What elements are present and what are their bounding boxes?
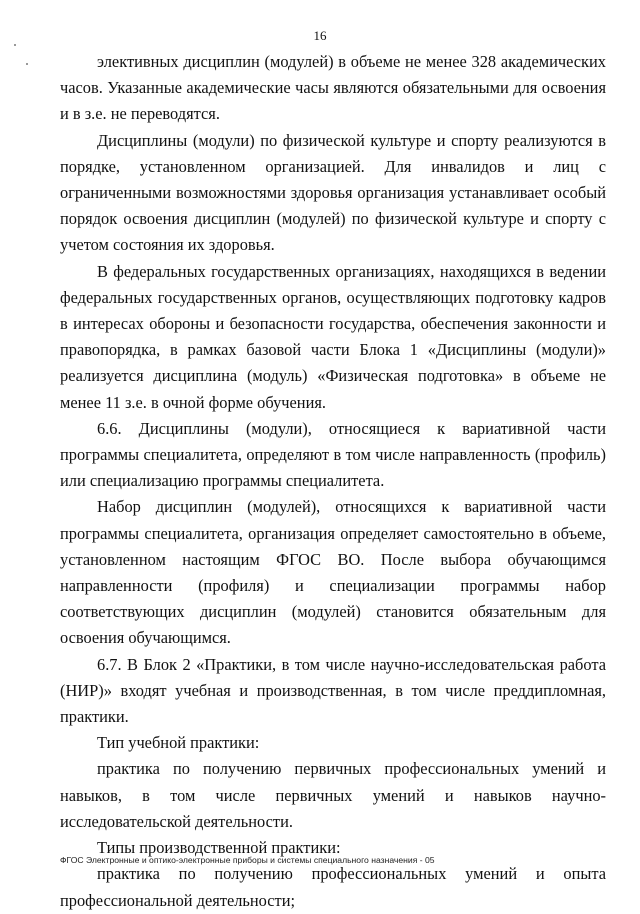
paragraph: Дисциплины (модули) по физической культуре и спорту реализуются в порядке, установленном организацией. Для инвалидов и лиц с ограниченными возможностями здоровья организация устанавливает особый порядок освоения дисциплин (модулей) по физической культуре и спорту с учетом состояния их здоровья.: [60, 130, 606, 255]
paragraph: В федеральных государственных организациях, находящихся в ведении федеральных государственных органов, осуществляющих подготовку кадров в интересах обороны и безопасности государства, обеспечения законности и правопорядка, в рамках базовой части Блока 1 «Дисциплины (модули)» реализуется дисциплина (модуль) «Физическая подготовка» в объеме не менее 11 з.е. в очной форме обучения.: [60, 261, 606, 412]
paragraph: элективных дисциплин (модулей) в объеме не менее 328 академических часов. Указанные академические часы являются обязательными для освоения и в з.е. не переводятся.: [60, 52, 606, 124]
document-body: [60, 49, 606, 914]
paragraph: Типы производственной практики:: [97, 838, 341, 858]
scan-mark: [26, 63, 28, 65]
scan-mark: [14, 44, 16, 46]
paragraph: Тип учебной практики:: [97, 733, 260, 753]
paragraph: практика по получению первичных профессиональных умений и навыков, в том числе первичных умений и навыков научно-исследовательской деятельности.: [60, 759, 606, 831]
paragraph: Набор дисциплин (модулей), относящихся к вариативной части программы специалитета, организация определяет самостоятельно в объеме, установленном настоящим ФГОС ВО. После выбора обучающимся направленности (профиля) и специализации программы набор соответствующих дисциплин (модулей) становится обязательным для освоения обучающимся.: [60, 497, 606, 648]
page-footer: ФГОС Электронные и оптико-электронные приборы и системы специального назначения - 05: [60, 855, 435, 865]
page-number: 16: [313, 28, 327, 43]
paragraph: 6.7. В Блок 2 «Практики, в том числе научно-исследовательская работа (НИР)» входят учебная и производственная, в том числе преддипломная, практики.: [60, 654, 606, 727]
paragraph: 6.6. Дисциплины (модули), относящиеся к вариативной части программы специалитета, определяют в том числе направленность (профиль) или специализацию программы специалитета.: [60, 418, 606, 491]
paragraph: практика по получению профессиональных умений и опыта профессиональной деятельности;: [60, 864, 606, 910]
